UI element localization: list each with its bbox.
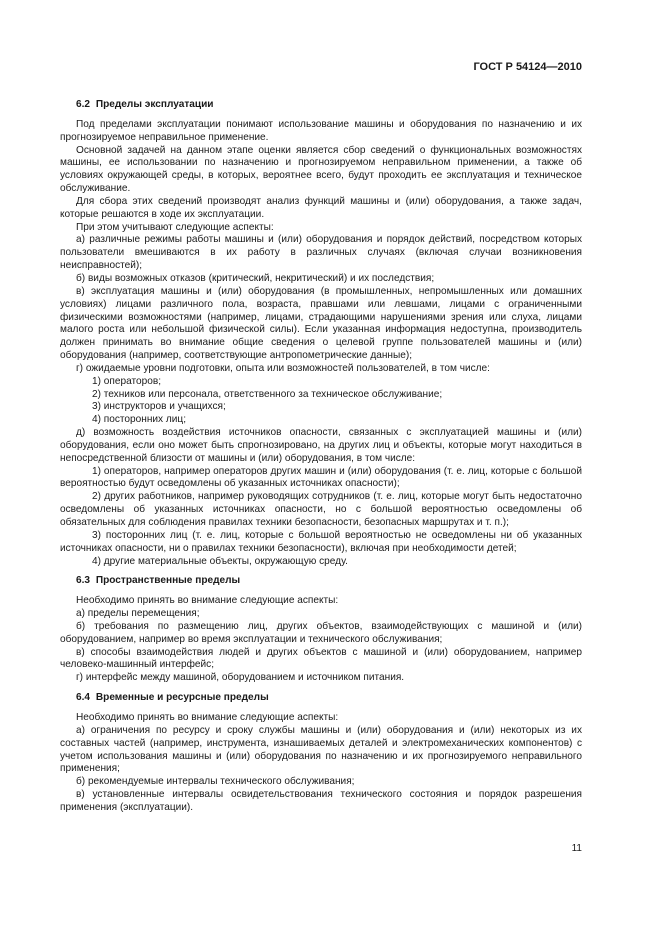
paragraph: 4) посторонних лиц; xyxy=(92,414,187,426)
paragraph: 2) техников или персонала, ответственного за техническое обслуживание; xyxy=(92,388,443,400)
paragraph: 2) других работников, например руководящих сотрудников (т. е. лиц, которые могут быть недостаточно осведомлены об указанных источниках опасности, но с большой вероятностью осведомлены об обязательных для соблюдения правилах техники безопасности, безопасных маршрутах и т. п.); xyxy=(60,491,582,528)
paragraph: а) различные режимы работы машины и (или) оборудования и порядок действий, посредством которых пользователи вмешиваются в их работу в различных случаях (включая случаи возникновения неисправностей); xyxy=(60,234,582,272)
section-6-4 xyxy=(60,692,582,815)
paragraph: д) возможность воздействия источников опасности, связанных с эксплуатацией машины и (или) оборудования, если оно может быть спрогнозировано, на других лиц и объекты, которые могут находиться в непосредственной близости от машины и (или) оборудования, в том числе: xyxy=(60,427,582,464)
paragraph: 1) операторов; xyxy=(92,375,161,387)
paragraph: 1) операторов, например операторов других машин и (или) оборудования (т. е. лиц, которые с большой вероятностью будут осведомлены об указанных источниках опасности); xyxy=(60,465,582,490)
section-number: 6.4 xyxy=(76,692,91,704)
section-number: 6.2 xyxy=(76,99,91,110)
paragraph: б) требования по размещению лиц, других объектов, взаимодействующих с машиной и (или) оборудованием, например во время эксплуатации и технического обслуживания; xyxy=(60,620,582,645)
paragraph: б) виды возможных отказов (критический, некритический) и их последствия; xyxy=(76,272,435,284)
paragraph: При этом учитывают следующие аспекты: xyxy=(76,221,274,233)
section-number: 6.3 xyxy=(76,575,91,587)
section-title: Временные и ресурсные пределы xyxy=(95,692,269,704)
paragraph: г) ожидаемые уровни подготовки, опыта или возможностей пользователей, в том числе: xyxy=(76,362,490,374)
paragraph: а) ограничения по ресурсу и сроку службы машины и (или) оборудования и (или) некоторых из их составных частей (например, инструмента, изнашиваемых деталей и электромеханических компонентов) с учетом использования машины и (или) оборудования по назначению и их прогнозируемого неправильного применения; xyxy=(60,724,582,775)
paragraph: в) способы взаимодействия людей и других объектов с машиной и (или) оборудованием, например человеко-машинный интерфейс; xyxy=(60,646,582,671)
section-6-3 xyxy=(60,575,582,685)
paragraph: в) установленные интервалы освидетельствования технического состояния и порядок разрешения применения (эксплуатации). xyxy=(60,789,582,813)
section-heading xyxy=(76,99,582,112)
paragraph: Необходимо принять во внимание следующие аспекты: xyxy=(76,711,339,723)
paragraph: Основной задачей на данном этапе оценки является сбор сведений о функциональных возможностях машины, ее использовании по назначению и прогнозируемом неправильном применении, а также об условиях окружающей среды, в которых, вероятнее всего, будут проходить ее эксплуатация и техническое обслуживание. xyxy=(60,144,582,195)
paragraph: 3) инструкторов и учащихся; xyxy=(92,401,226,413)
paragraph: Под пределами эксплуатации понимают использование машины и оборудования по назначению и их прогнозируемое неправильное применение. xyxy=(60,118,582,143)
sections-container xyxy=(60,99,582,815)
paragraph: 3) посторонних лиц (т. е. лиц, которые с большой вероятностью не осведомлены ни об указанных источниках опасности, ни о правилах техники безопасности), включая при необходимости детей; xyxy=(60,529,582,554)
paragraph: а) пределы перемещения; xyxy=(76,608,200,620)
section-heading xyxy=(76,575,582,588)
section-heading xyxy=(76,692,582,705)
page-number: 11 xyxy=(571,843,582,854)
paragraph: 4) другие материальные объекты, окружающую среду. xyxy=(92,555,348,567)
section-title: Пределы эксплуатации xyxy=(95,99,214,110)
paragraph: г) интерфейс между машиной, оборудованием и источником питания. xyxy=(76,672,405,684)
section-6-2 xyxy=(60,99,582,568)
paragraph: Необходимо принять во внимание следующие аспекты: xyxy=(76,595,339,607)
paragraph: в) эксплуатация машины и (или) оборудования (в промышленных, непромышленных или домашних условиях) лицами различного пола, возраста, правшами или левшами, лицами с ограниченными физическими возможностями (например, лицами, страдающими нарушениями зрения или слуха, лицами малого роста или небольшой физической силы). Если указанная информация недоступна, производитель должен принимать во внимание общие сведения о целевой группе пользователей машины и (или) оборудования (например, соответствующие антропометрические данные); xyxy=(60,285,582,362)
section-title: Пространственные пределы xyxy=(95,575,241,587)
document-code: ГОСТ Р 54124—2010 xyxy=(473,61,582,73)
paragraph: б) рекомендуемые интервалы технического обслуживания; xyxy=(76,776,355,788)
document-body xyxy=(60,92,582,815)
paragraph: Для сбора этих сведений производят анализ функций машины и (или) оборудования, а также задач, которые решаются в ходе их эксплуатации. xyxy=(60,195,582,220)
